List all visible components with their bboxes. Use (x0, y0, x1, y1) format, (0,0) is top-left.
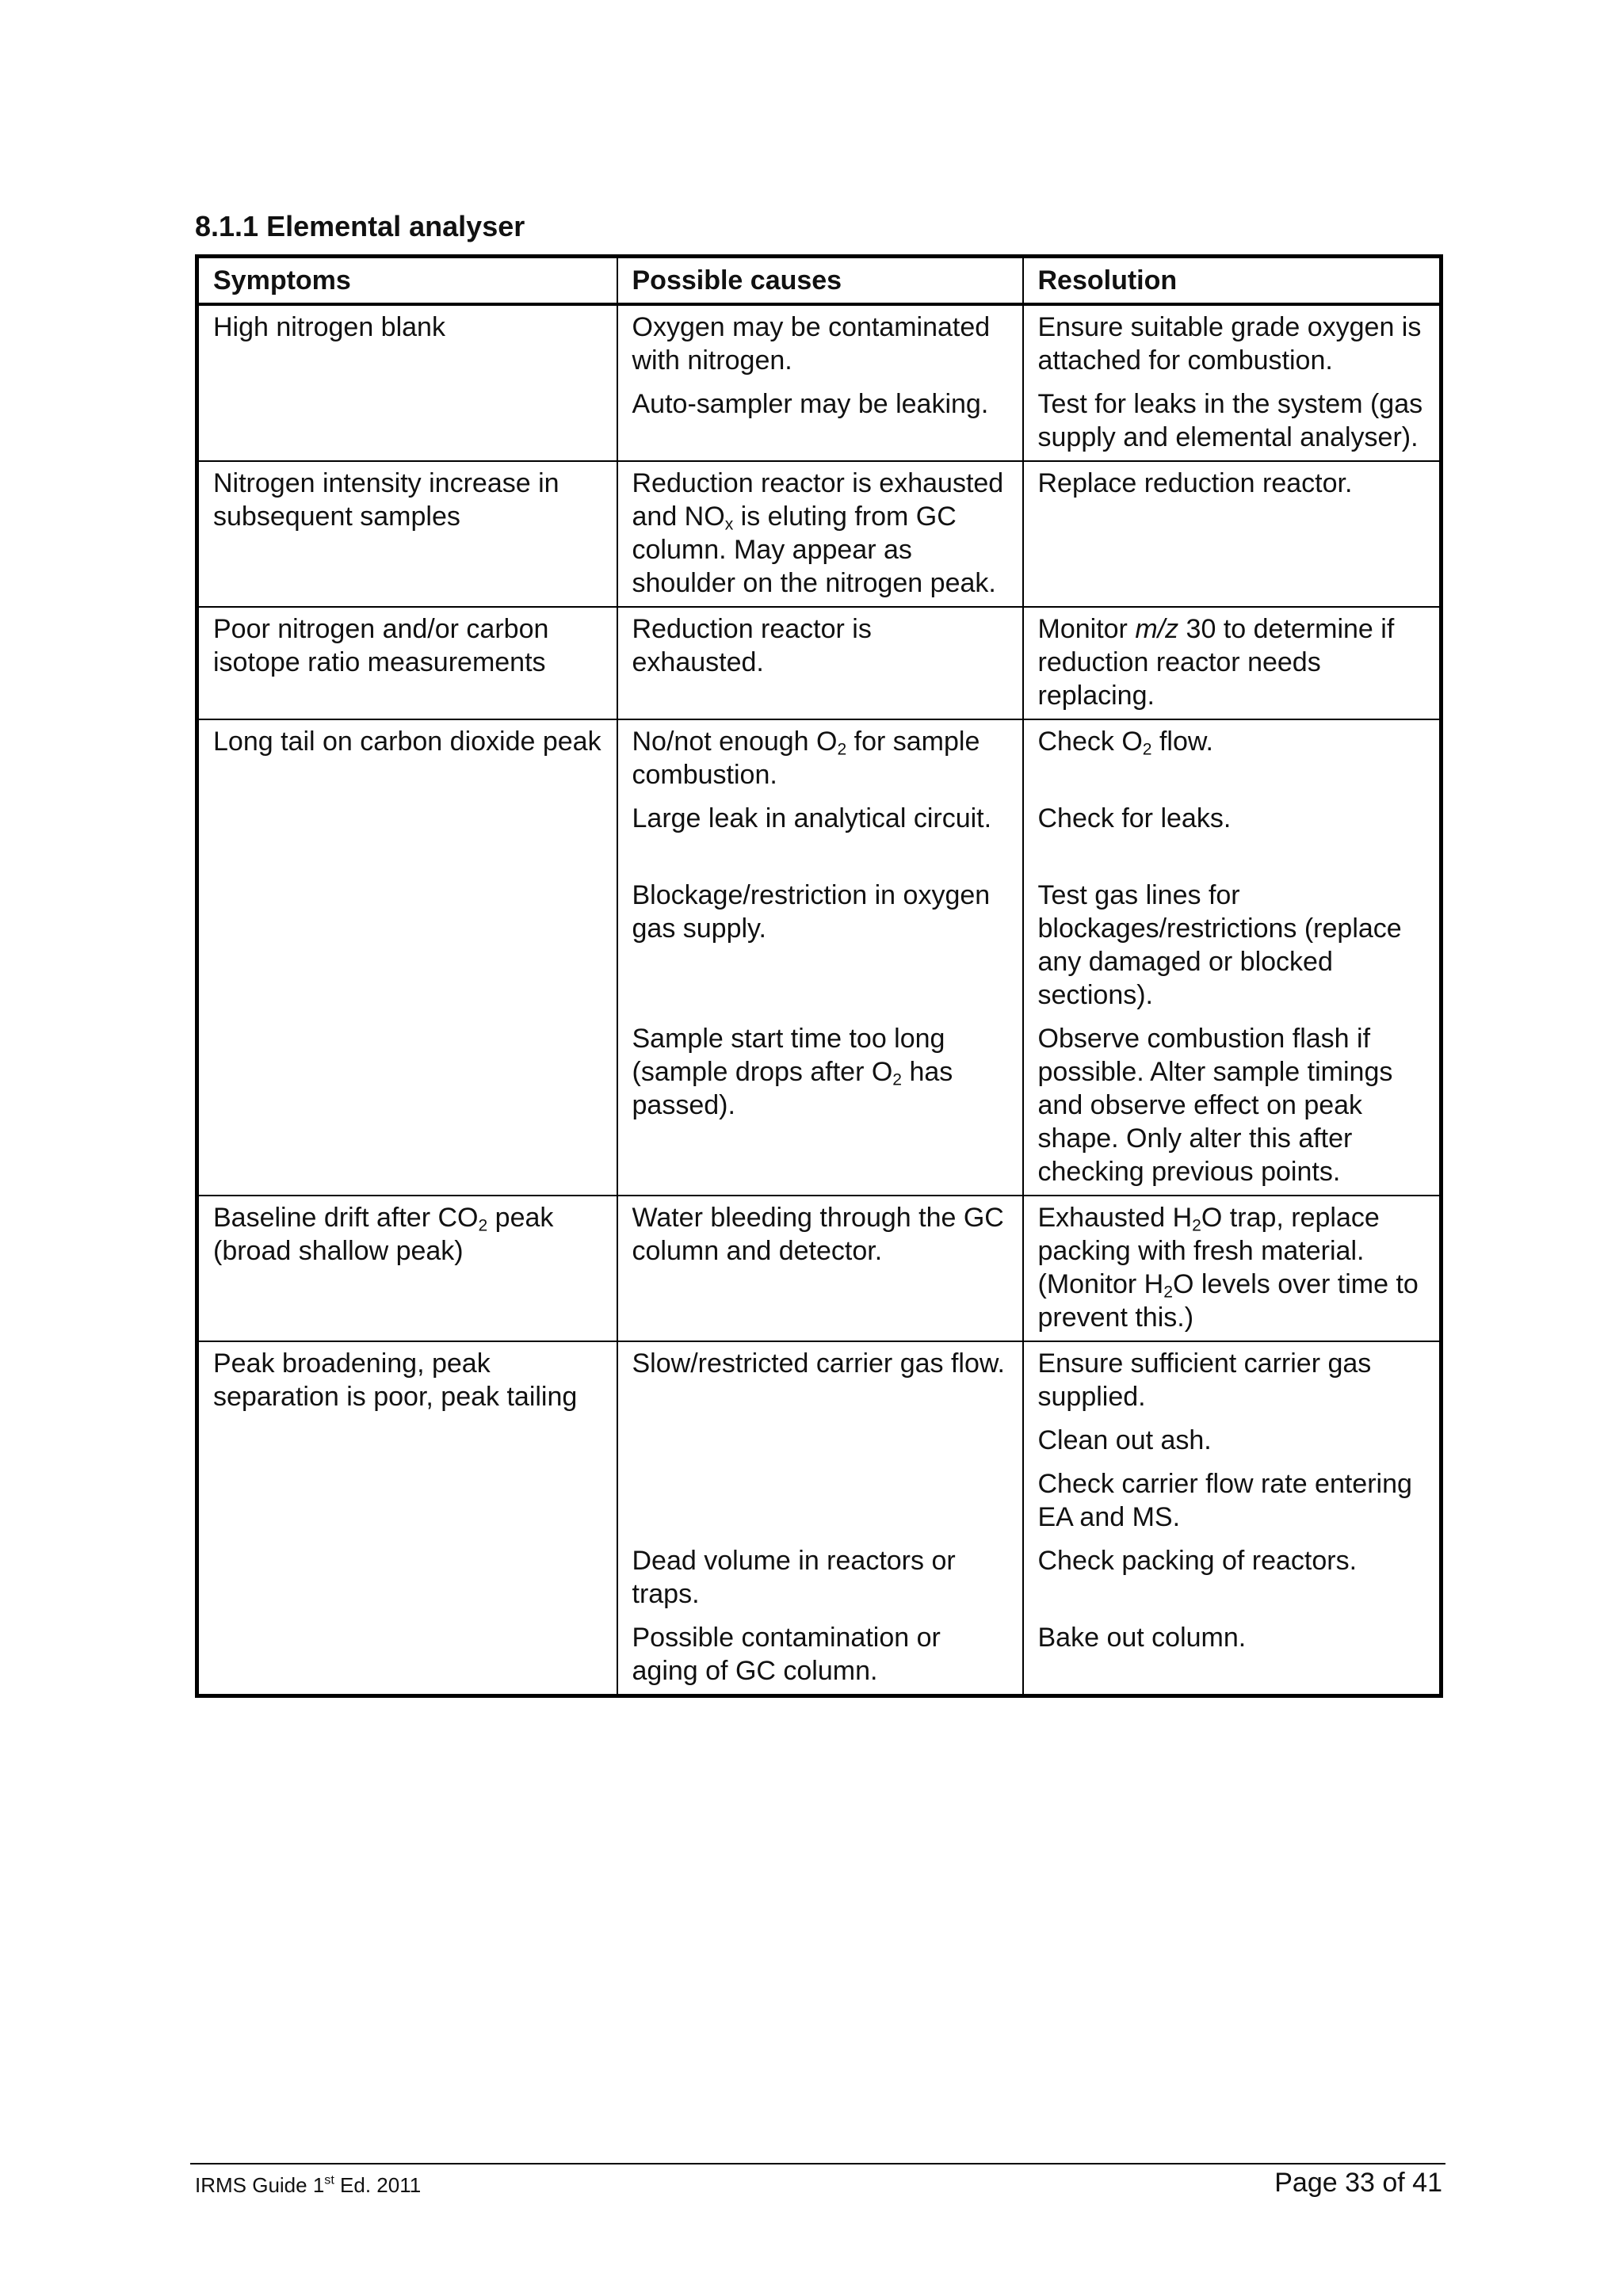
symptom-text: Long tail on carbon dioxide peak (213, 727, 601, 757)
cause-text: Possible contamination or aging of GC column. (632, 1623, 941, 1686)
causes-cell (617, 304, 1023, 461)
causes-cell (617, 1196, 1023, 1341)
table-row (197, 304, 1442, 461)
resolution-cell (1023, 1196, 1442, 1341)
symptom-cell (197, 719, 617, 1196)
resolution-text: Replace reduction reactor. (1037, 468, 1353, 498)
section-heading: 8.1.1 Elemental analyser (195, 210, 525, 242)
table-row (197, 1341, 1442, 1696)
resolution-text: Check $O_2$ flow. (1037, 727, 1213, 759)
resolution-cell (1023, 461, 1442, 607)
footer-page-number: Page 33 of 41 (1274, 2168, 1442, 2198)
symptom-cell (197, 304, 617, 461)
causes-cell (617, 461, 1023, 607)
footer-document-title: IRMS Guide 1st Ed. 2011 (195, 2172, 422, 2197)
resolution-text: Check for leaks. (1037, 803, 1232, 833)
resolution-cell (1023, 607, 1442, 719)
resolution-text: Check packing of reactors. (1037, 1546, 1358, 1576)
causes-cell (617, 607, 1023, 719)
cause-text: Oxygen may be contaminated with nitrogen. (632, 312, 991, 376)
resolution-cell (1023, 1341, 1442, 1696)
resolution-text: Check carrier flow rate entering EA and MS. (1037, 1469, 1412, 1532)
header-resolution: Resolution (1023, 257, 1442, 305)
symptom-cell (197, 607, 617, 719)
cause-text: Reduction reactor is exhausted and $NO_x$ is eluting from GC column. May appear as shoulder on the nitrogen peak. (632, 468, 1004, 598)
symptom-cell (197, 1196, 617, 1341)
cause-text: Sample start time too long (sample drops after $O_2$ has passed). (632, 1024, 953, 1120)
resolution-text: Ensure sufficient carrier gas supplied. (1037, 1348, 1372, 1412)
cause-text: Blockage/restriction in oxygen gas supply. (632, 880, 991, 944)
resolution-text: Monitor m/z 30 to determine if reduction reactor needs replacing. (1037, 614, 1395, 711)
troubleshooting-table (195, 254, 1443, 1698)
table-row (197, 607, 1442, 719)
cause-text: Reduction reactor is exhausted. (632, 614, 872, 677)
header-symptoms: Symptoms (197, 257, 617, 305)
resolution-text: Test for leaks in the system (gas supply and elemental analyser). (1037, 389, 1423, 452)
cause-text: Large leak in analytical circuit. (632, 803, 992, 833)
symptom-cell (197, 1341, 617, 1696)
resolution-cell (1023, 719, 1442, 1196)
cause-text: Slow/restricted carrier gas flow. (632, 1348, 1005, 1379)
cause-text: Auto-sampler may be leaking. (632, 389, 989, 419)
resolution-text: Exhausted $H_2O$ trap, replace packing with fresh material. (Monitor $H_2O$ levels over time to prevent this.) (1037, 1203, 1419, 1333)
symptom-text: Peak broadening, peak separation is poor, peak tailing (213, 1348, 578, 1412)
resolution-text: Bake out column. (1037, 1623, 1247, 1653)
cause-text: Dead volume in reactors or traps. (632, 1546, 956, 1609)
header-possible-causes: Possible causes (617, 257, 1023, 305)
resolution-text: Test gas lines for blockages/restrictions (replace any damaged or blocked sections). (1037, 880, 1402, 1010)
causes-cell (617, 1341, 1023, 1696)
resolution-text: Ensure suitable grade oxygen is attached for combustion. (1037, 312, 1422, 376)
symptom-text: Baseline drift after $CO_2$ peak (broad shallow peak) (213, 1203, 554, 1266)
symptom-text: Poor nitrogen and/or carbon isotope ratio measurements (213, 614, 549, 677)
table-row (197, 461, 1442, 607)
cause-text: Water bleeding through the GC column and detector. (632, 1203, 1004, 1266)
symptom-text: Nitrogen intensity increase in subsequent samples (213, 468, 559, 532)
footer-rule (190, 2163, 1445, 2164)
resolution-cell (1023, 304, 1442, 461)
cause-text: No/not enough $O_2$ for sample combustion. (632, 727, 980, 790)
table-header-row (197, 257, 1442, 305)
table-row (197, 1196, 1442, 1341)
resolution-text: Observe combustion flash if possible. Alter sample timings and observe effect on peak shape. Only alter this after checking previous points. (1037, 1024, 1393, 1187)
symptom-text: High nitrogen blank (213, 312, 445, 342)
resolution-text: Clean out ash. (1037, 1425, 1212, 1455)
causes-cell (617, 719, 1023, 1196)
table-row (197, 719, 1442, 1196)
symptom-cell (197, 461, 617, 607)
